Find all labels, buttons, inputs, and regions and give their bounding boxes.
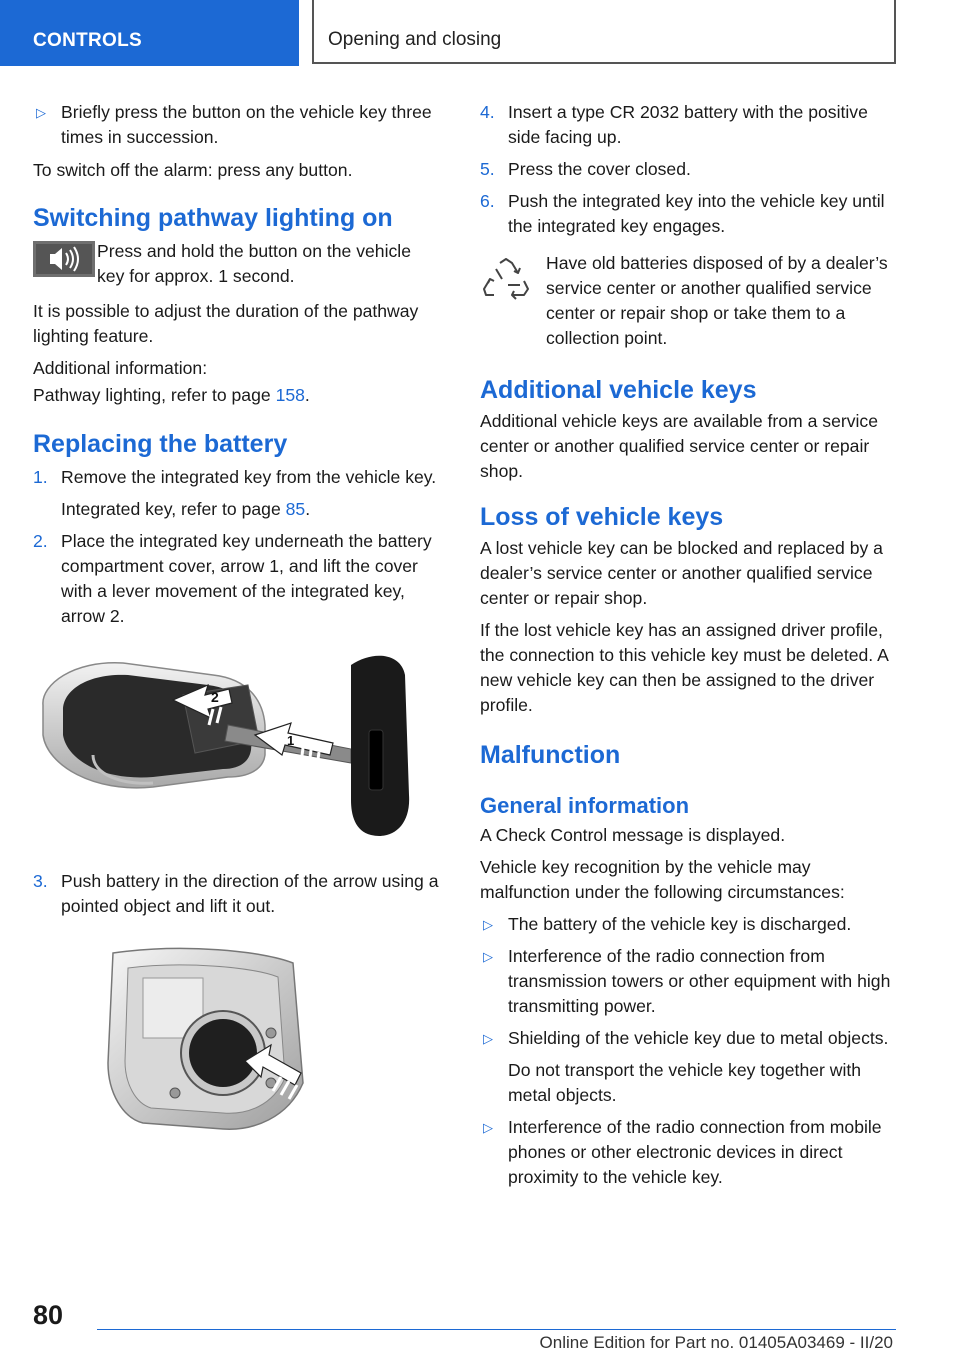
step-text: Place the integrated key underneath the battery compartment cover, arrow 1, and lift the cover with a lever movement of the integrated key, arrow 2. <box>61 531 432 626</box>
list-item <box>480 100 898 150</box>
triangle-bullet-icon: ▷ <box>483 1120 493 1135</box>
arrow-1-label: 1 <box>287 733 295 748</box>
step-text: Remove the integrated key from the vehicle key. <box>61 467 437 487</box>
list-item <box>480 157 898 182</box>
list-item <box>480 1115 898 1190</box>
triangle-bullet-icon: ▷ <box>36 105 46 120</box>
pathway-instruction-text: Press and hold the button on the vehicle key for approx. 1 second. <box>97 241 411 286</box>
step-text: Insert a type CR 2032 battery with the positive side facing up. <box>508 102 868 147</box>
general-text-2: Vehicle key recognition by the vehicle may malfunction under the following circumstances: <box>480 857 845 902</box>
alarm-switch-off-text: To switch off the alarm: press any button. <box>33 160 353 180</box>
heading-malfunction: Malfunction <box>480 741 621 769</box>
pathway-reference-text: Pathway lighting, refer to page <box>33 385 276 405</box>
page-number: 80 <box>33 1300 64 1330</box>
pathway-lighting-button-icon <box>33 241 95 277</box>
list-item <box>480 912 898 937</box>
battery-recycling-icon <box>480 255 532 307</box>
list-item-text: Briefly press the button on the vehicle key three times in succession. <box>61 102 432 147</box>
list-item <box>480 1026 898 1108</box>
step-text: Push battery in the direction of the arrow using a pointed object and lift it out. <box>61 871 439 916</box>
page-link-158[interactable]: 158 <box>275 385 305 405</box>
page-header <box>0 0 960 66</box>
heading-general-information: General information <box>480 793 690 818</box>
chapter-title: Opening and closing <box>312 0 896 64</box>
step-text: Press the cover closed. <box>508 159 691 179</box>
heading-replacing-battery: Replacing the battery <box>33 430 288 458</box>
heading-additional-keys: Additional vehicle keys <box>480 376 757 404</box>
pathway-reference <box>33 383 443 408</box>
list-item-subtext: Do not transport the vehicle key together with metal objects. <box>508 1060 862 1105</box>
step-number: 5. <box>480 159 495 179</box>
disposal-text: Have old batteries disposed of by a dealer’s service center or another qualified service center or repair shop or take them to a collection point. <box>546 253 888 348</box>
edition-text: Online Edition for Part no. 01405A03469 - II/20 <box>539 1333 893 1352</box>
additional-info-label: Additional information: <box>33 358 208 378</box>
step-number: 4. <box>480 102 495 122</box>
list-item-text: Interference of the radio connection from mobile phones or other electronic devices in direct proximity to the vehicle key. <box>508 1117 882 1187</box>
section-tab[interactable]: CONTROLS <box>0 0 299 66</box>
heading-loss-of-keys: Loss of vehicle keys <box>480 503 724 531</box>
step-number: 6. <box>480 191 495 211</box>
left-column <box>33 100 443 1133</box>
page-link-85[interactable]: 85 <box>285 499 306 519</box>
right-column <box>480 100 898 1197</box>
footer-divider <box>97 1329 896 1330</box>
triangle-bullet-icon: ▷ <box>483 917 493 932</box>
triangle-bullet-icon: ▷ <box>483 1031 493 1046</box>
arrow-2-label: 2 <box>211 689 219 705</box>
integrated-key-reference-text: Integrated key, refer to page <box>61 499 286 519</box>
step-reference <box>61 497 443 522</box>
list-item <box>480 189 898 239</box>
list-item <box>33 465 443 522</box>
vehicle-key-lever-illustration <box>33 645 443 857</box>
loss-text-2: If the lost vehicle key has an assigned driver profile, the connection to this vehicle key must be deleted. A new vehicle key can then be assigned to the driver profile. <box>480 620 888 715</box>
list-item-text: The battery of the vehicle key is discharged. <box>508 914 852 934</box>
disposal-note <box>480 251 898 351</box>
loss-text-1: A lost vehicle key can be blocked and replaced by a dealer’s service center or another qualified service center or repair shop. <box>480 538 883 608</box>
period: . <box>305 499 311 519</box>
heading-pathway-lighting: Switching pathway lighting on <box>33 204 393 232</box>
step-number: 3. <box>33 871 48 891</box>
list-item <box>33 529 443 629</box>
pathway-instruction <box>33 239 443 289</box>
step-number: 1. <box>33 467 48 487</box>
list-item <box>480 944 898 1019</box>
list-item-text: Shielding of the vehicle key due to metal objects. <box>508 1028 889 1048</box>
step-text: Push the integrated key into the vehicle key until the integrated key engages. <box>508 191 885 236</box>
triangle-bullet-icon: ▷ <box>483 949 493 964</box>
additional-keys-text: Additional vehicle keys are available from a service center or another qualified service center or repair shop. <box>480 411 879 481</box>
list-item-text: Interference of the radio connection from transmission towers or other equipment with high transmitting power. <box>508 946 891 1016</box>
battery-removal-illustration <box>33 933 443 1133</box>
pathway-adjust-text: It is possible to adjust the duration of the pathway lighting feature. <box>33 301 419 346</box>
step-number: 2. <box>33 531 48 551</box>
period: . <box>304 385 310 405</box>
general-text-1: A Check Control message is displayed. <box>480 825 786 845</box>
list-item <box>33 100 443 150</box>
list-item <box>33 869 443 919</box>
